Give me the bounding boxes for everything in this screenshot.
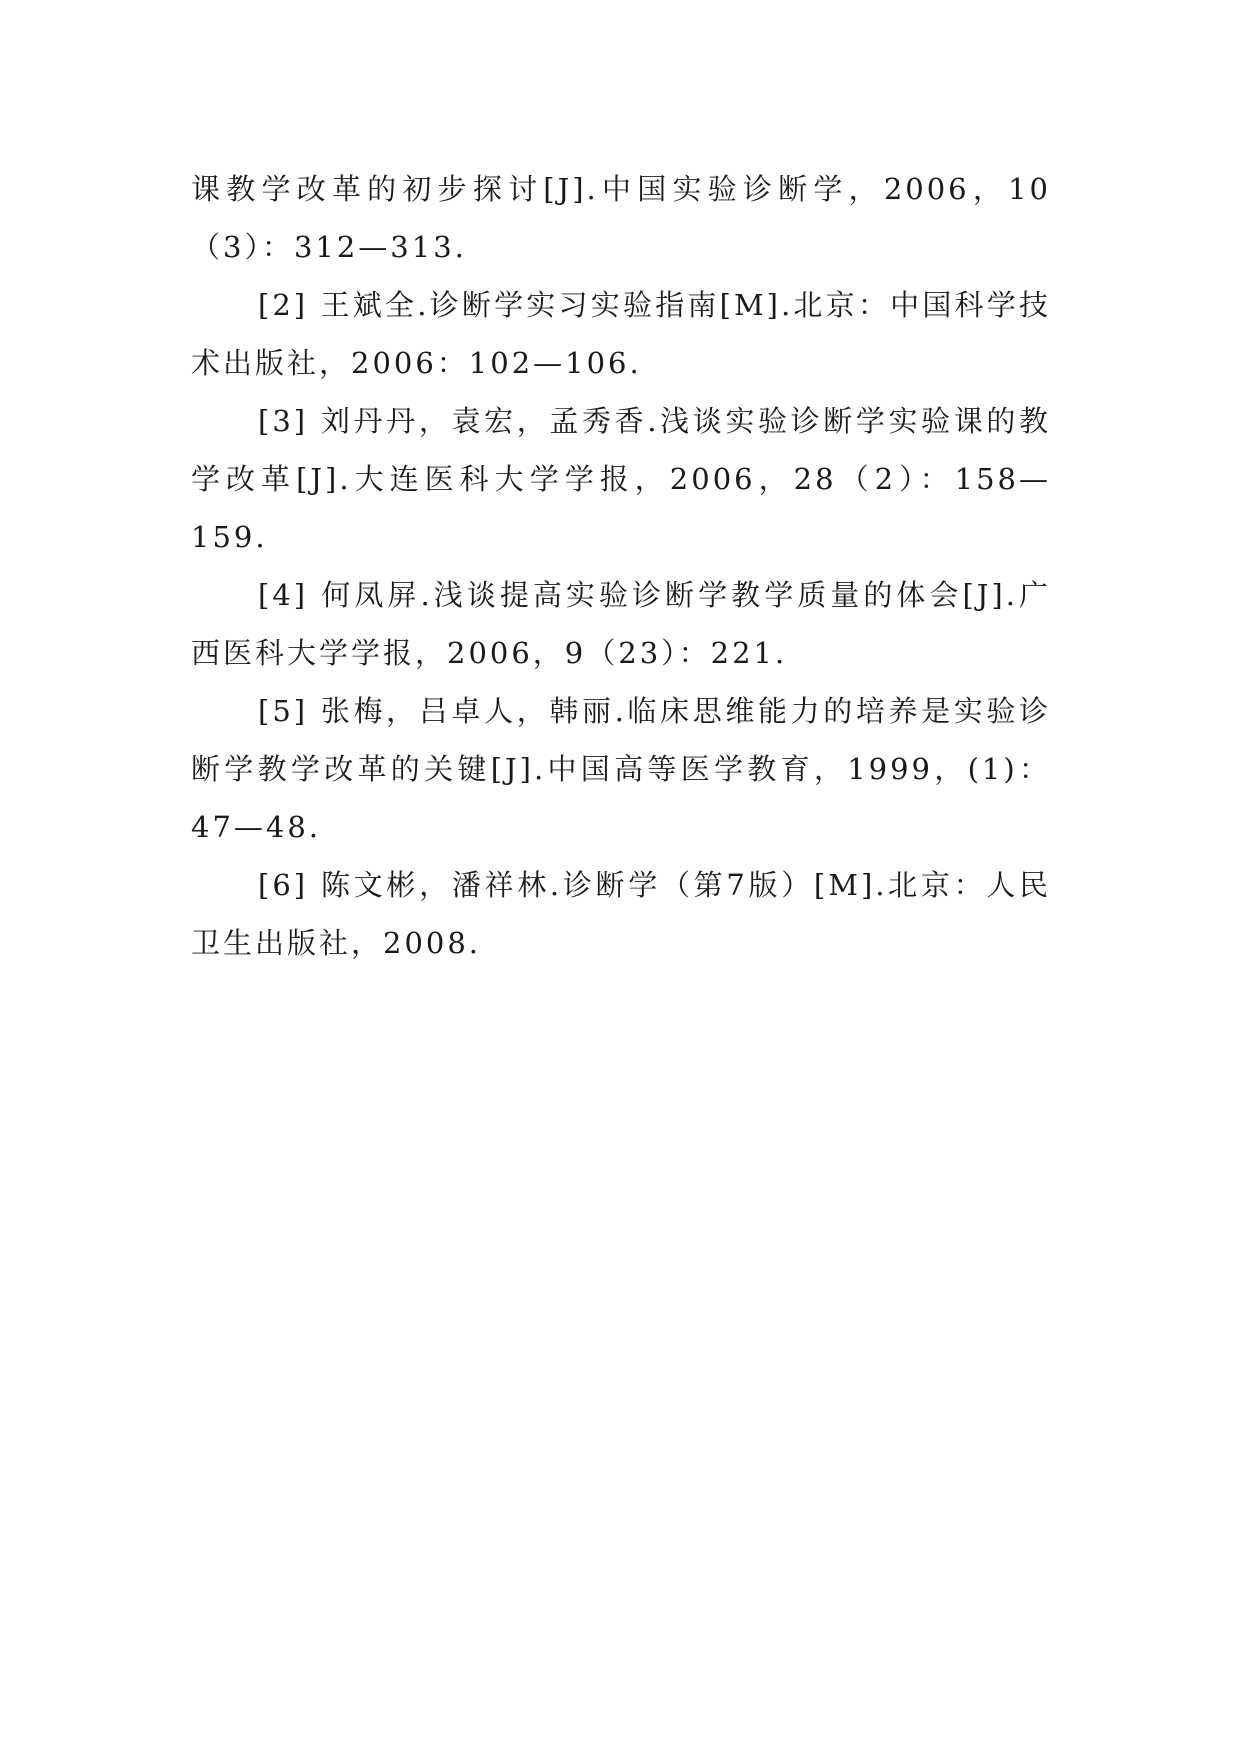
reference-6: [6] 陈文彬，潘祥林.诊断学（第7版）[M].北京：人民卫生出版社，2008. (191, 868, 1051, 960)
reference-2: [2] 王斌全.诊断学实习实验指南[M].北京：中国科学技术出版社，2006：102—106. (191, 288, 1051, 380)
reference-1-continuation: 课教学改革的初步探讨[J].中国实验诊断学，2006，10（3）：312—313. (191, 172, 1051, 264)
reference-5: [5] 张梅，吕卓人，韩丽.临床思维能力的培养是实验诊断学教学改革的关键[J].中国高等医学教育，1999，(1)：47—48. (191, 694, 1051, 844)
reference-4: [4] 何凤屏.浅谈提高实验诊断学教学质量的体会[J].广西医科大学学报，2006，9（23）：221. (191, 578, 1051, 670)
reference-list (191, 160, 1051, 972)
reference-3: [3] 刘丹丹，袁宏，孟秀香.浅谈实验诊断学实验课的教学改革[J].大连医科大学学报，2006，28（2）：158—159. (191, 404, 1051, 554)
